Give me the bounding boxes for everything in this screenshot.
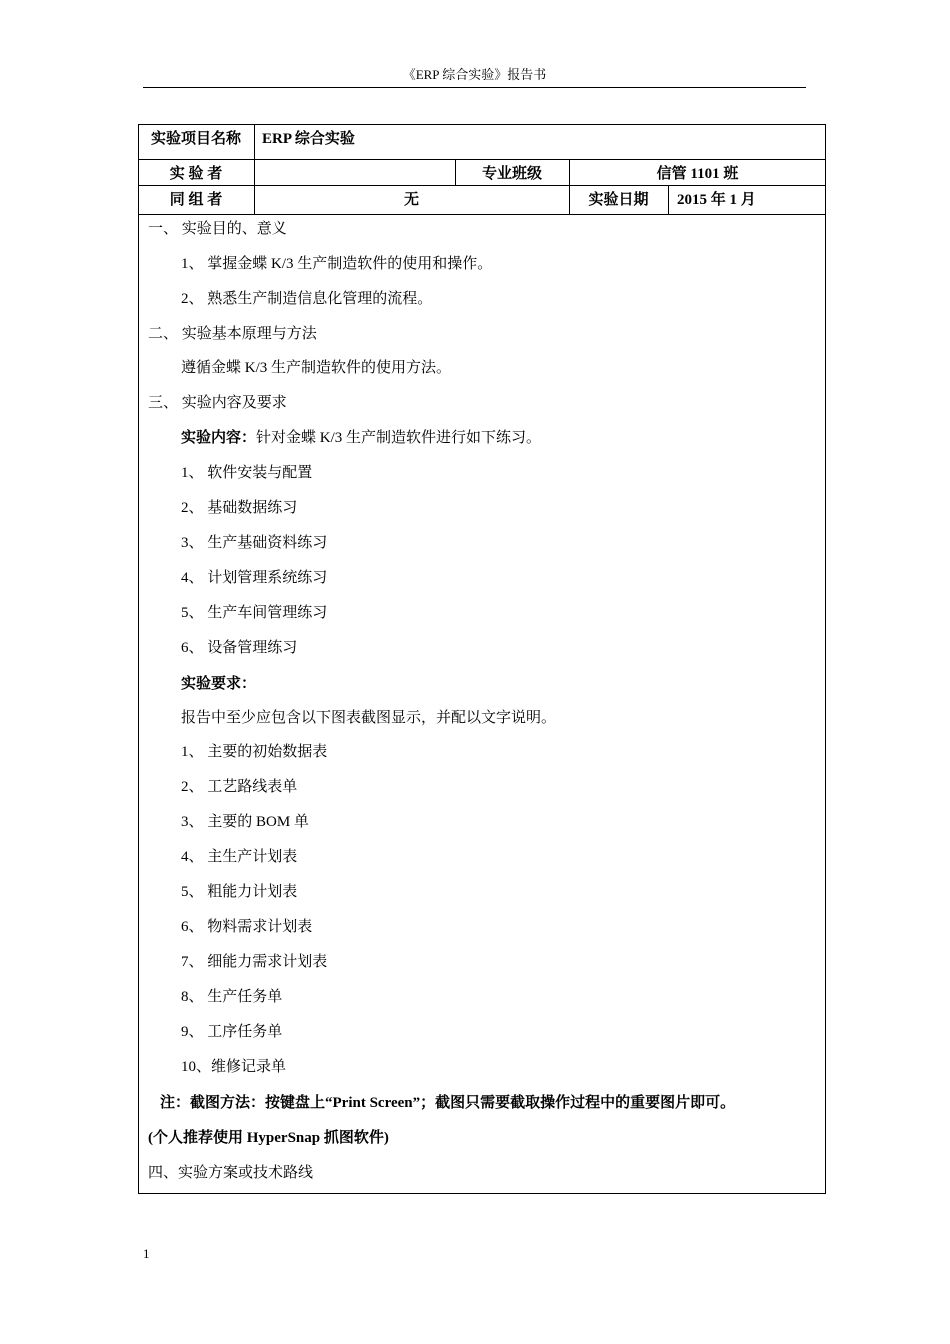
row-divider [138,214,826,215]
list-item: 1、 掌握金蝶 K/3 生产制造软件的使用和操作。 [181,256,493,272]
list-item: 4、 计划管理系统练习 [181,570,328,586]
header-rule [143,87,806,88]
page-number: 1 [143,1246,150,1261]
list-item: 6、 物料需求计划表 [181,919,313,935]
class-label: 专业班级 [481,166,542,182]
list-item: 4、 主生产计划表 [181,849,298,865]
col-divider [668,185,669,214]
list-item: 3、 生产基础资料练习 [181,535,328,551]
list-item: 10、维修记录单 [181,1059,287,1075]
report-header-title: 《ERP 综合实验》报告书 [402,67,547,82]
list-item: 9、 工序任务单 [181,1024,283,1040]
project-name-value: ERP 综合实验 [262,131,355,147]
group-label: 同 组 者 [169,192,223,208]
section-2-title: 二、 实验基本原理与方法 [148,326,317,342]
content-text: 针对金蝶 K/3 生产制造软件进行如下练习。 [256,430,542,446]
list-item: 8、 生产任务单 [181,989,283,1005]
content-intro [181,428,541,448]
list-item: 2、 工艺路线表单 [181,779,298,795]
software-recommendation: (个人推荐使用 HyperSnap 抓图软件) [148,1130,389,1146]
list-item: 3、 主要的 BOM 单 [181,814,309,830]
list-item: 6、 设备管理练习 [181,640,298,656]
list-item: 7、 细能力需求计划表 [181,954,328,970]
row-divider [138,159,826,160]
experimenter-label: 实 验 者 [169,166,223,182]
list-item: 2、 基础数据练习 [181,500,298,516]
project-name-label: 实验项目名称 [150,131,241,147]
row-divider [138,185,826,186]
content-label: 实验内容： [181,430,257,446]
list-item: 5、 粗能力计划表 [181,884,298,900]
list-item: 2、 熟悉生产制造信息化管理的流程。 [181,291,433,307]
section-1-title: 一、 实验目的、意义 [148,221,287,237]
date-value: 2015 年 1 月 [677,192,756,208]
section-4-title: 四、实验方案或技术路线 [148,1165,314,1181]
list-item: 5、 生产车间管理练习 [181,605,328,621]
screenshot-note: 注：截图方法：按键盘上“Print Screen”；截图只需要截取操作过程中的重要图片即可。 [160,1095,736,1111]
group-value: 无 [403,192,419,208]
class-value: 信管 1101 班 [656,166,739,182]
section-2-text: 遵循金蝶 K/3 生产制造软件的使用方法。 [181,360,452,376]
date-label: 实验日期 [588,192,649,208]
list-item: 1、 主要的初始数据表 [181,744,328,760]
requirement-text: 报告中至少应包含以下图表截图显示，并配以文字说明。 [181,710,557,726]
section-3-title: 三、 实验内容及要求 [148,395,287,411]
list-item: 1、 软件安装与配置 [181,465,313,481]
requirement-label: 实验要求： [181,676,257,692]
